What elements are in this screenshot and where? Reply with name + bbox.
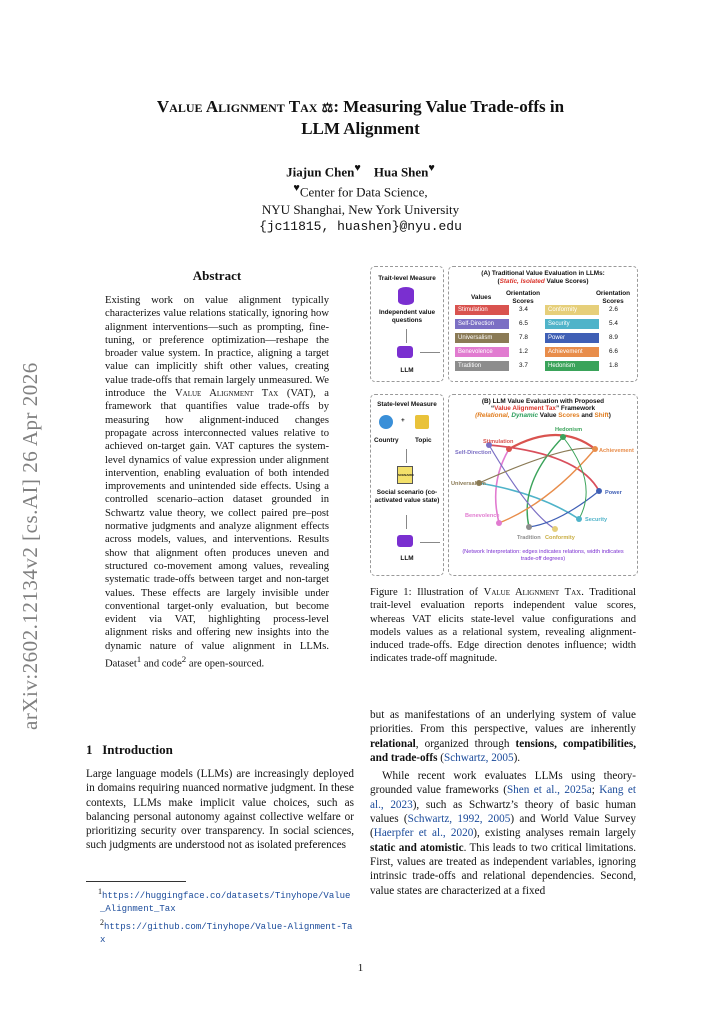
p2-text-d: ) and World Value Survey ( (370, 813, 636, 840)
right-arrow-icon (420, 352, 440, 353)
edge-ach-benev (499, 449, 595, 523)
intro-text: Large language models (LLMs) are increasingly deployed in domains requiring nuanced normative judgment. In these contexts, LLMs make implicit value choices, such as balancing personal autonomy against collective welfare or prioritizing security over transparency. In social sciences, such judgments are understood not as isolated preferences (86, 768, 354, 852)
panel-a-title: (A) Traditional Value Evaluation in LLMs: (481, 270, 605, 277)
topic-icon (415, 415, 429, 429)
citation-schwartz-1992[interactable]: Schwartz, 1992, 2005 (407, 813, 511, 826)
value-label-security: Security (545, 319, 599, 329)
paragraph-1 (370, 708, 636, 765)
state-level-box: State-level Measure + Country Topic SCENARIO Social scenario (co-activated value state) LLM (370, 394, 444, 576)
label-self-direction: Self-Direction (455, 450, 492, 456)
scenario-doc-icon (397, 466, 413, 484)
network-note: (Network Interpretation: edges indicates relations, width indicates trade-off degrees) (462, 549, 624, 562)
emails: {jc11815, huashen}@nyu.edu (259, 218, 462, 234)
author-names: Jiajun Chen♥ Hua Shen♥ (286, 162, 435, 180)
panel-a-sub-post: Value Scores) (544, 278, 589, 285)
citation-kang-2023[interactable]: Kang et al., 2023 (370, 784, 636, 811)
label-tradition: Tradition (517, 535, 541, 541)
panel-a-sub-pre: ( (497, 278, 500, 285)
down-arrow-icon (406, 449, 407, 463)
footnotes (86, 886, 354, 946)
vat-framework-box (448, 394, 638, 576)
p1-text-f: ). (513, 751, 521, 764)
label-hedonism: Hedonism (555, 427, 583, 433)
section-number: 1 (86, 742, 93, 757)
value-score: 3.7 (519, 362, 528, 369)
footnote-rule (86, 881, 186, 882)
node-achievement (592, 446, 598, 452)
label-achievement: Achievement (599, 448, 634, 454)
panel-a-sub-red: Static, Isolated (499, 278, 545, 285)
p1-tensions: tensions, compatibilities, and trade-offs (370, 737, 636, 764)
panel-b-sub-b: Dynamic (511, 412, 539, 419)
value-label-power: Power (545, 333, 599, 343)
node-security (576, 516, 582, 522)
figure-caption (370, 586, 636, 666)
state-level-title: State-level Measure (377, 401, 437, 408)
value-label-conformity: Conformity (545, 305, 599, 315)
p2-static-atomistic: static and atomistic (370, 841, 464, 854)
panel-b-sub-f: Shift (594, 412, 609, 419)
abstract-text-1: Existing work on value alignment typically characterizes value relations statically, ignoring how alignment interventions—such as prompting, fine-tuning, or preference optimization—reshape the broader value system. In practice, aligning a target value can implicitly shift other values, creating value trade-offs that remain largely unmeasured. We introduce the (105, 295, 329, 400)
panel-b-sub-c: Value (538, 412, 559, 419)
title-line2: LLM Alignment (301, 119, 420, 138)
title-sc: Value Alignment Tax (156, 97, 318, 116)
caption-vat: Value Alignment Tax (483, 587, 582, 598)
label-stimulation: Stimulation (483, 439, 514, 445)
panel-b-title2-pre: “ (490, 405, 495, 412)
abstract-text-4: are open-sourced. (186, 658, 265, 670)
abstract-vat-name: Value Alignment Tax (174, 388, 279, 400)
caption-prefix: Figure 1: Illustration of (370, 587, 484, 598)
abstract-body (105, 294, 329, 671)
section-title: Introduction (102, 742, 173, 757)
value-score: 2.6 (609, 306, 618, 313)
panel-b-title2-post: ” Framework (555, 405, 596, 412)
node-conformity (552, 526, 558, 532)
caption-text: . Traditional trait-level evaluation reports independent value scores, whereas VAT elicits state-level value configurations and models values as a relational system, revealing alignment-induced trade-offs. Edge direction denotes influence; width indicates trade-off magnitude. (370, 587, 636, 665)
right-arrow-icon (420, 542, 440, 543)
robot-icon (397, 346, 413, 358)
value-label-benevolence: Benevolence (455, 347, 509, 357)
author-2: Hua Shen (373, 164, 429, 180)
value-label-universalism: Universalism (455, 333, 509, 343)
globe-icon (379, 415, 393, 429)
p2-text-e: ), existing analyses remain largely (473, 827, 636, 840)
edge-hed-tradition (527, 437, 563, 527)
panel-b-sub-e: and (579, 412, 595, 419)
trait-level-box (370, 266, 444, 382)
value-label-self-direction: Self-Direction (455, 319, 509, 329)
footnote-1-mark: 1 (98, 887, 102, 896)
affiliation-1: Center for Data Science, (299, 184, 428, 200)
value-label-hedonism: Hedonism (545, 361, 599, 371)
footnote-2-link[interactable]: https://github.com/Tinyhope/Value-Alignment-Tax (100, 922, 353, 945)
topic-label: Topic (415, 437, 432, 444)
citation-shen-2025a[interactable]: Shen et al., 2025a (506, 784, 592, 797)
panel-b-sub-d: Scores (558, 412, 580, 419)
value-score: 5.4 (609, 320, 618, 327)
panel-b-sub-g: ) (608, 412, 611, 419)
panel-b-title: (B) LLM Value Evaluation with Proposed (481, 398, 605, 405)
value-score: 8.9 (609, 334, 618, 341)
value-label-achievement: Achievement (545, 347, 599, 357)
figure-1 (370, 266, 636, 576)
node-benevolence (496, 520, 502, 526)
node-stimulation (506, 446, 512, 452)
section-heading (86, 742, 173, 758)
database-icon (398, 287, 414, 305)
arxiv-id: arXiv:2602.12134v2 [cs.AI] 26 Apr 2026 (18, 362, 42, 730)
value-label-stimulation: Stimulation (455, 305, 509, 315)
llm-label-a: LLM (400, 367, 414, 374)
p2-text-c: ), such as Schwartz’s theory of basic human values ( (370, 798, 636, 826)
footnote-ref-2[interactable]: 2 (181, 654, 187, 665)
col-scores-left: Orientation Scores (505, 290, 541, 305)
trait-level-title: Trait-level Measure (378, 275, 436, 282)
p1-text-c: , organized through (415, 737, 516, 750)
citation-haerpfer-2020[interactable]: Haerpfer et al., 2020 (373, 827, 474, 840)
label-universalism: Universalism (451, 481, 486, 487)
node-tradition (526, 524, 532, 530)
abstract-heading: Abstract (192, 268, 242, 283)
abstract-text-2: (VAT), a framework that quantifies value trade-offs by measuring how alignment-induced changes propagate across interconnected values relative to achieved on-target gain. VAT captures the system-level dynamics of value expression under alignment intervention, enabling evaluation of both intended improvements and unintended side effects. Using a controlled scenario–action dataset grounded in Schwartz value theory, we collect paired pre–post normative judgments and analyze alignment effects across models, values, and interventions. Results show that alignment often produces uneven and structured co-movement among values, revealing systematic trade-offs between target and non-target values. These effects are largely invisible under conventional target-only evaluation, but become evident via VAT, highlighting process-level alignment risks and offering new insights into the dynamic nature of value alignment in LLMs. Dataset (105, 388, 329, 670)
country-label: Country (374, 437, 399, 444)
footnote-1-link[interactable]: https://huggingface.co/datasets/Tinyhope/Value_Alignment_Tax (100, 891, 351, 914)
panel-b-sub (449, 412, 637, 420)
page-number: 1 (357, 962, 364, 974)
balance-scale-icon: ⚖ (321, 100, 334, 115)
label-conformity: Conformity (545, 535, 575, 541)
value-label-tradition: Tradition (455, 361, 509, 371)
p2-text-a: While recent work evaluates LLMs using theory-grounded value frameworks ( (370, 770, 636, 797)
down-arrow-icon (406, 515, 407, 529)
panel-b-title2-red: Value Alignment Tax (494, 405, 556, 412)
edge-stimulation-achievement (509, 435, 595, 449)
value-score: 7.8 (519, 334, 528, 341)
down-arrow-icon (406, 329, 407, 343)
citation-schwartz-2005[interactable]: Schwartz, 2005 (443, 751, 514, 764)
paper-title (60, 96, 661, 139)
p1-relational: relational (370, 737, 416, 750)
value-score: 6.6 (609, 348, 618, 355)
value-score: 1.8 (609, 362, 618, 369)
value-score: 6.5 (519, 320, 528, 327)
right-column-text (370, 708, 636, 898)
p2-text-g: . This leads to two critical limitations. First, values are treated as independent variables, ignoring intrinsic trade-offs and relational dependencies. Second, value states are characterized at a fixed (370, 841, 636, 897)
affiliation-2: NYU Shanghai, New York University (261, 201, 460, 217)
panel-a-sub (449, 278, 637, 286)
robot-icon (397, 535, 413, 547)
paragraph-2 (370, 769, 636, 898)
panel-b-sub-a: (Relational, (475, 412, 512, 419)
col-scores-right: Orientation Scores (595, 290, 631, 305)
value-score: 3.4 (519, 306, 528, 313)
abstract-text-3: and code (141, 658, 182, 670)
label-power: Power (605, 490, 622, 496)
p2-text-b: ; (591, 784, 600, 797)
label-benevolence: Benevolence (465, 513, 500, 519)
edge-selfdir-power (489, 445, 599, 491)
label-security: Security (585, 517, 608, 523)
p1-text-a: but as manifestations of an underlying system of value priorities. From this perspective, values are inherently (370, 709, 636, 736)
social-scenario-label: Social scenario (co-activated value state) (374, 489, 440, 504)
col-values-left: Values (471, 294, 492, 301)
trait-level-sub: Independent value questions (378, 309, 436, 324)
traditional-eval-box (448, 266, 638, 382)
author-1: Jiajun Chen (286, 164, 355, 180)
arxiv-stamp (18, 300, 48, 730)
title-rest: : Measuring Value Trade-offs in (333, 97, 565, 116)
footnote-2-mark: 2 (100, 918, 104, 927)
scenario-tag: SCENARIO (398, 473, 414, 477)
node-power (596, 488, 602, 494)
llm-label-b: LLM (400, 555, 414, 562)
p1-text-e: ( (437, 751, 444, 764)
author-block: Jiajun Chen♥ Hua Shen♥ ♥Center for Data Science, NYU Shanghai, New York University {jc11815, huashen}@nyu.edu (60, 160, 661, 235)
footnote-ref-1[interactable]: 1 (136, 654, 142, 665)
value-score: 1.2 (519, 348, 528, 355)
node-hedonism (560, 434, 566, 440)
